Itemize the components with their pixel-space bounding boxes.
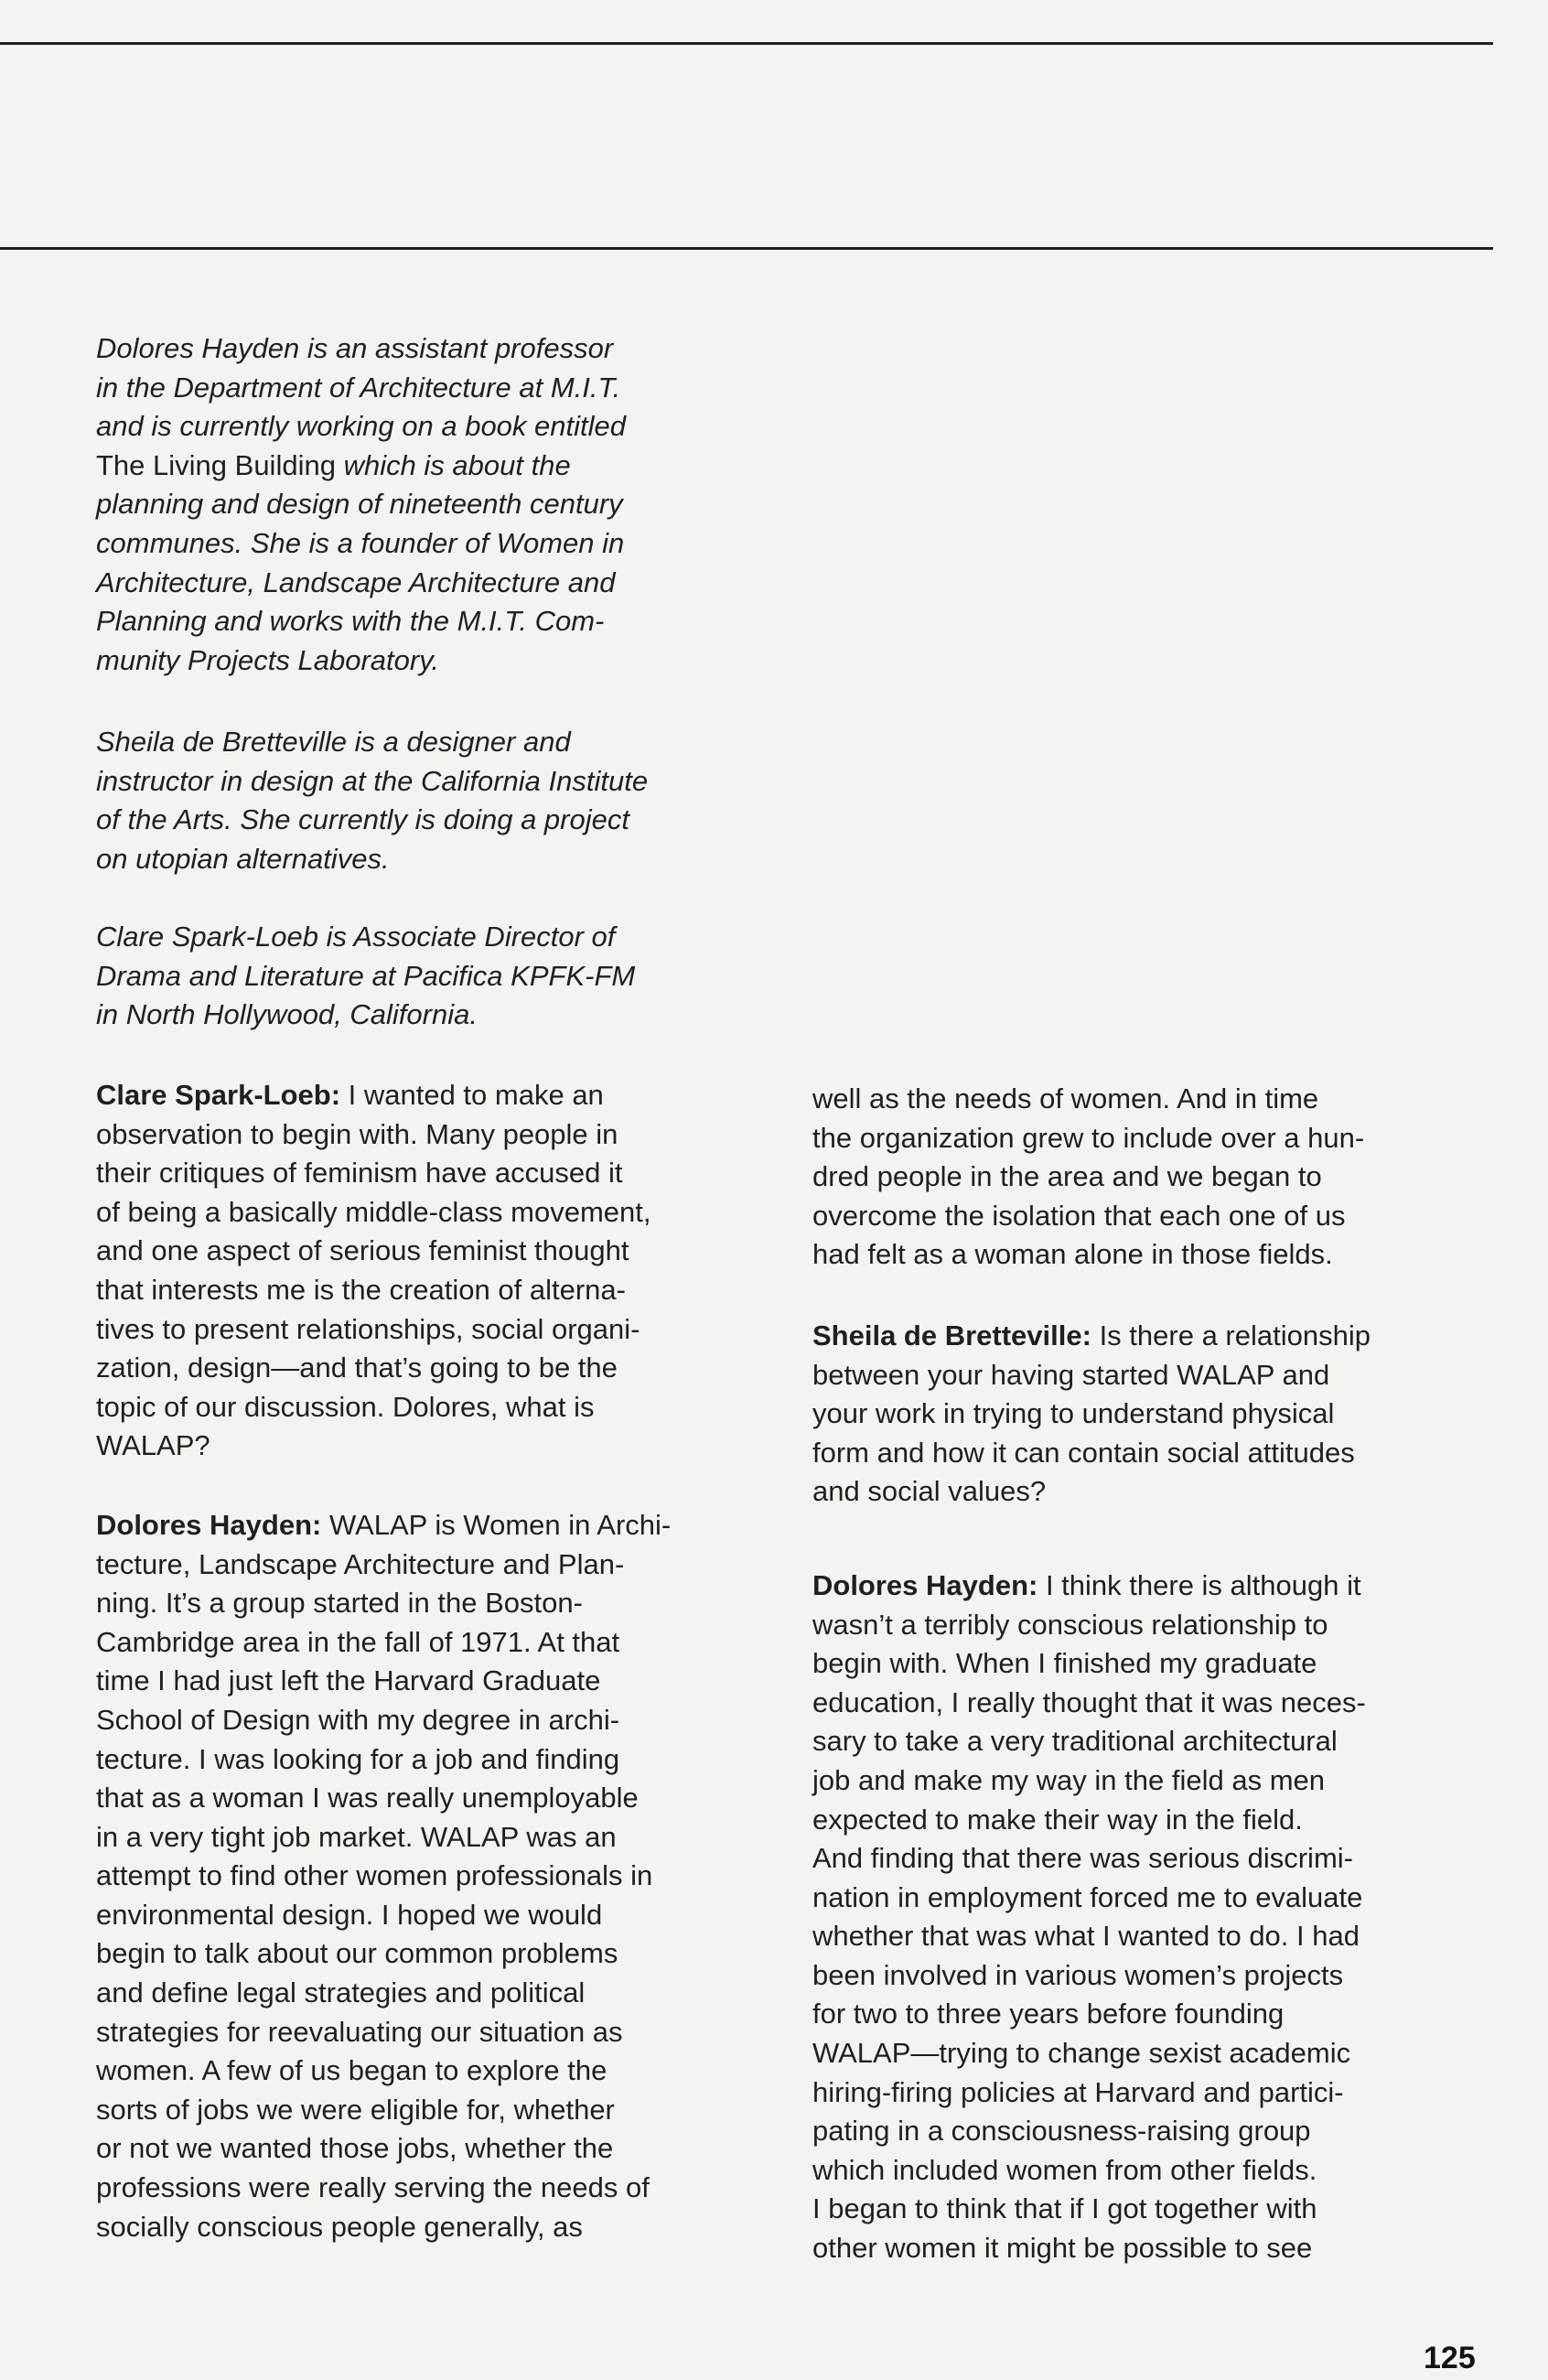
book-title: The Living Building bbox=[96, 448, 336, 481]
bio-dolores-hayden: Dolores Hayden is an assistant professor in the Department of Architecture at M.I.T. and is currently working on a book entitled The Living Building which is about the planning and design of nineteenth century communes. She is a founder of Women in Architecture, Landscape Architecture and Planning and works with the M.I.T. Com- munity Projects Laboratory. bbox=[96, 332, 626, 676]
left-column bbox=[96, 1076, 828, 2246]
bio-sheila-de-bretteville: Sheila de Bretteville is a designer and instructor in design at the California Institute of the Arts. She currently is doing a project on utopian alternatives. bbox=[96, 726, 649, 875]
speaker-label: Dolores Hayden: bbox=[96, 1508, 322, 1541]
paragraph-hayden-2: Dolores Hayden: I think there is although it wasn’t a terribly conscious relationship to begin with. When I finished my graduate education, I really thought that it was neces- sary to take a very traditional architectural job and make my way in the field as men expected to make their way in the field. And finding that there was serious discrimi- nation in employment forced me to evaluate whether that was what I wanted to do. I had been involved in various women’s projects for two to three years before founding WALAP—trying to change sexist academic hiring-firing policies at Harvard and partici- pating in a consciousness-raising group which included women from other fields. I began to think that if I got together with other women it might be possible to see bbox=[812, 1568, 1366, 2265]
paragraph-de-bretteville-1: Sheila de Bretteville: Is there a relationship between your having started WALAP and your work in trying to understand physical form and how it can contain social attitudes and social values? bbox=[812, 1319, 1371, 1508]
paragraph-hayden-1: Dolores Hayden: WALAP is Women in Archi- tecture, Landscape Architecture and Plan- ning. It’s a group started in the Boston- Cambridge area in the fall of 1971. At that time I had just left the Harvard Graduate School of Design with my degree in archi- tecture. I was looking for a job and finding that as a woman I was really unemployable in a very tight job market. WALAP was an attempt to find other women professionals in environmental design. I hoped we would begin to talk about our common problems and define legal strategies and political strategies for reevaluating our situation as women. A few of us began to explore the sorts of jobs we were eligible for, whether or not we wanted those jobs, whether the professions were really serving the needs of socially conscious people generally, as bbox=[96, 1508, 672, 2243]
speaker-label: Dolores Hayden: bbox=[812, 1568, 1038, 1601]
paragraph-continuation: well as the needs of women. And in time the organization grew to include over a hun- dred people in the area and we began to overcome the isolation that each one of us had felt as a woman alone in those fields. bbox=[812, 1082, 1365, 1271]
right-column bbox=[812, 1080, 1544, 2268]
speaker-label: Sheila de Bretteville: bbox=[812, 1319, 1091, 1352]
paragraph-spark-loeb-1: Clare Spark-Loeb: I wanted to make an observation to begin with. Many people in their critiques of feminism have accused it of being a basically middle-class movement, and one aspect of serious feminist thought that interests me is the creation of alterna- tives to present relationships, social organi- zation, design—and that’s going to be the topic of our discussion. Dolores, what is WALAP? bbox=[96, 1079, 651, 1462]
page-number: 125 bbox=[1424, 2341, 1476, 2375]
top-rule bbox=[0, 42, 1493, 45]
bio-clare-spark-loeb: Clare Spark-Loeb is Associate Director of Drama and Literature at Pacifica KPFK-FM in North Hollywood, California. bbox=[96, 921, 636, 1031]
speaker-label: Clare Spark-Loeb: bbox=[96, 1079, 341, 1111]
header-rule bbox=[0, 247, 1493, 250]
